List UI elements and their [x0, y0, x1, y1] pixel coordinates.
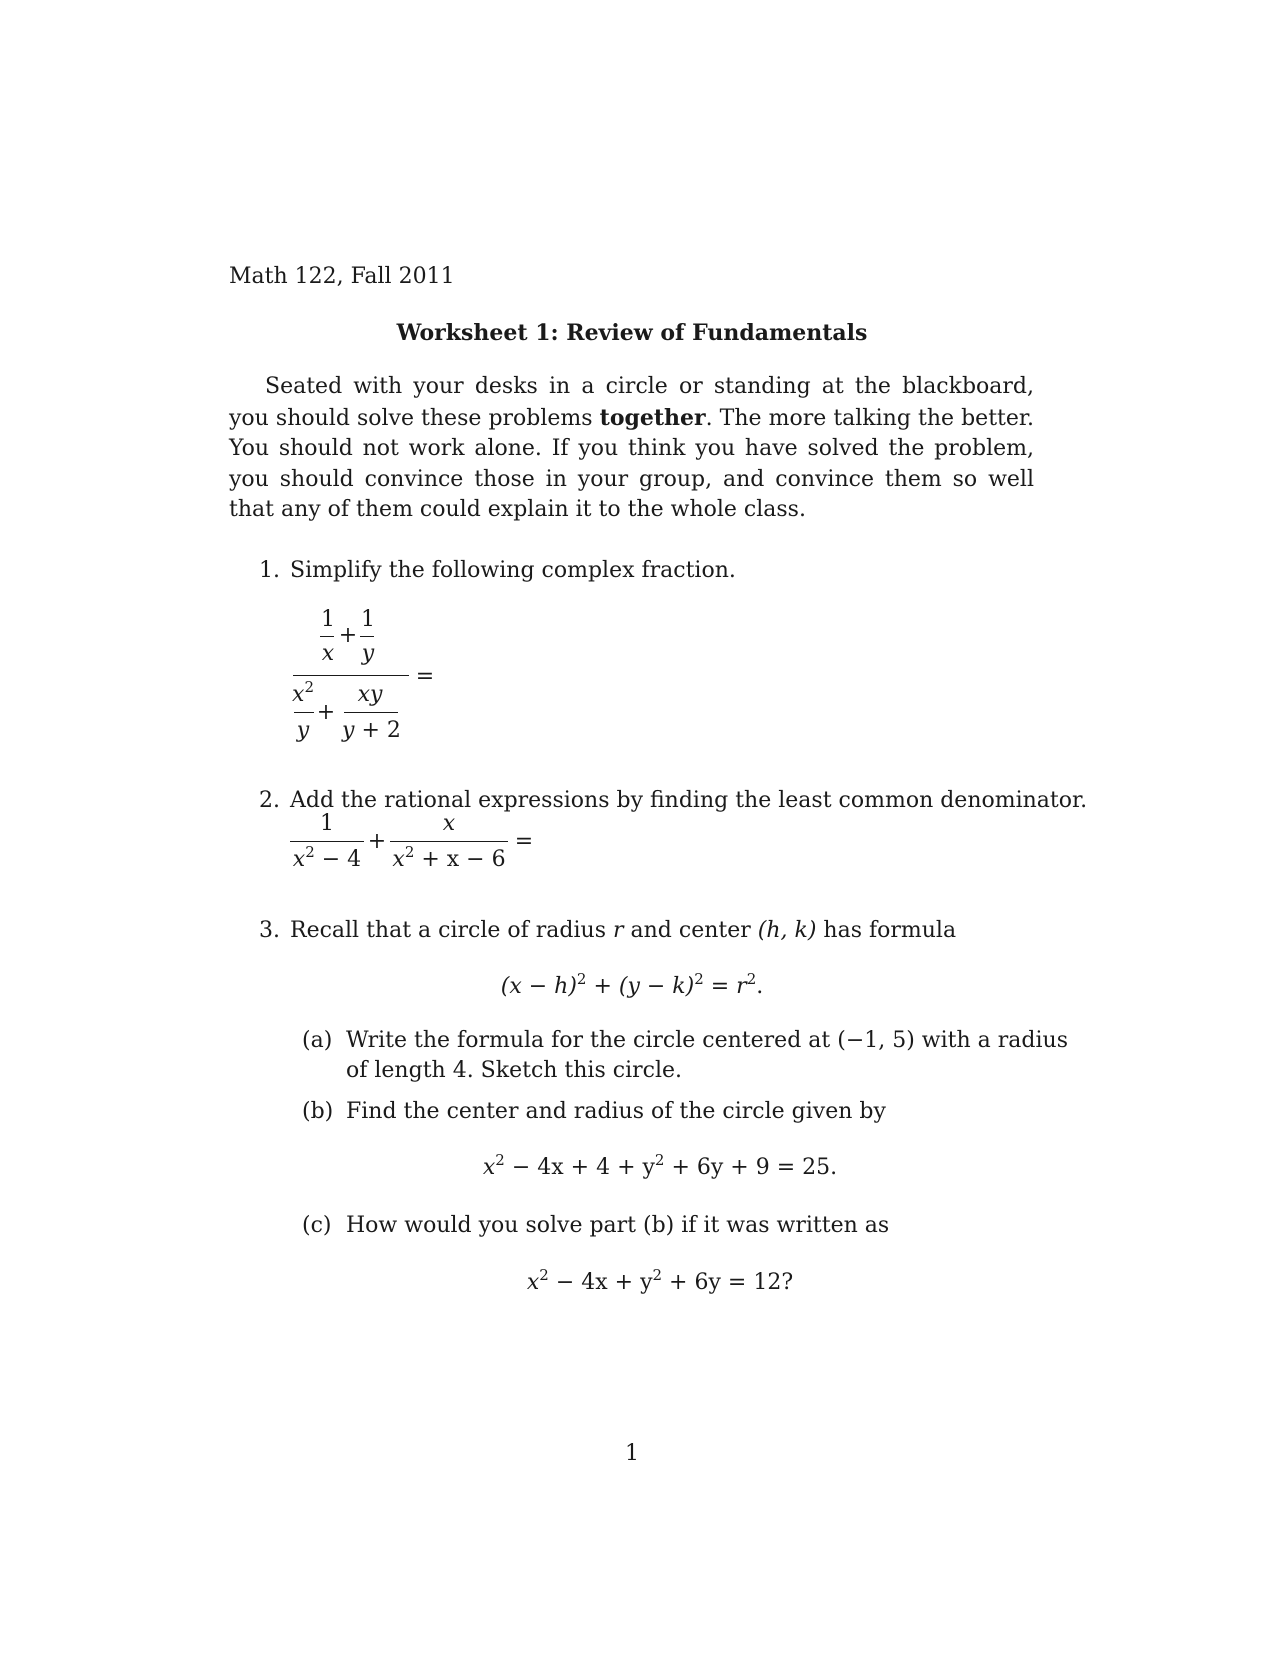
frac-2-denominator: y	[361, 641, 375, 666]
part-c-equation: $x^2 - 4x + y^2 + 6y = 12$?	[526, 1266, 794, 1295]
problem-3-number: 3.	[259, 918, 280, 943]
complex-fraction	[280, 608, 440, 743]
rational-1-numerator: 1	[320, 811, 334, 836]
circle-formula: $(x - h)^2 + (y - k)^2 = r^2$.	[500, 970, 764, 999]
rational-2-bar	[390, 841, 508, 842]
rational-2-numerator: x	[442, 811, 456, 836]
frac-4-bar	[344, 712, 398, 713]
plus-sign-top: +	[338, 623, 358, 648]
rational-sum	[290, 812, 550, 878]
intro-text-2: . The more talking the better. You should not work alone. If you think you have solved the problem, you should convince those in your group, and convince them so well that any of them could explain it to the whole class.	[229, 405, 1034, 522]
rational-1-bar	[290, 841, 364, 842]
equals-sign: =	[415, 664, 435, 689]
page-number: 1	[625, 1441, 639, 1466]
frac-1-denominator: x	[321, 641, 335, 666]
part-a-line-2: of length 4. Sketch this circle.	[346, 1058, 682, 1083]
frac-1-bar	[320, 636, 334, 637]
intro-bold-word: together	[599, 404, 706, 431]
plus-sign-bottom: +	[316, 700, 336, 725]
frac-3-denominator: y	[296, 718, 310, 743]
problem-2-number: 2.	[259, 788, 280, 813]
problem-1-text: Simplify the following complex fraction.	[290, 558, 736, 583]
frac-3-bar	[294, 712, 314, 713]
part-b-equation: $x^2 - 4x + 4 + y^2 + 6y + 9 = 25$.	[482, 1151, 838, 1180]
problem-3-text: Recall that a circle of radius r and center (h, k) has formula	[290, 918, 957, 943]
frac-1-numerator: 1	[321, 607, 335, 632]
equals-sign: =	[514, 829, 534, 854]
problem-2-text: Add the rational expressions by finding the least common denominator.	[290, 788, 1088, 813]
intro-paragraph	[229, 372, 1034, 526]
plus-sign: +	[367, 829, 387, 854]
main-fraction-bar	[293, 675, 409, 676]
frac-2-numerator: 1	[361, 607, 375, 632]
page-title: Worksheet 1: Review of Fundamentals	[396, 320, 868, 346]
part-b-text: Find the center and radius of the circle given by	[346, 1099, 886, 1124]
frac-2-bar	[360, 636, 374, 637]
frac-4-denominator: y + 2	[342, 718, 401, 743]
rational-1-denominator: $x^2 - 4$	[292, 843, 362, 872]
frac-3-numerator: $x^2$	[292, 678, 314, 707]
intro-text-1: Seated with your desks in a circle or standing at the blackboard, you should solve these problems	[229, 374, 1034, 431]
part-a-label: (a)	[302, 1028, 333, 1053]
part-c-label: (c)	[302, 1213, 332, 1238]
course-header: Math 122, Fall 2011	[229, 264, 455, 289]
rational-2-denominator: $x^2 + x - 6$	[392, 843, 506, 872]
part-b-label: (b)	[302, 1099, 334, 1124]
part-a-line-1: Write the formula for the circle centered at (−1, 5) with a radius	[346, 1028, 1068, 1053]
problem-1-number: 1.	[259, 558, 280, 583]
frac-4-numerator: xy	[357, 682, 383, 707]
part-c-text: How would you solve part (b) if it was written as	[346, 1213, 890, 1238]
